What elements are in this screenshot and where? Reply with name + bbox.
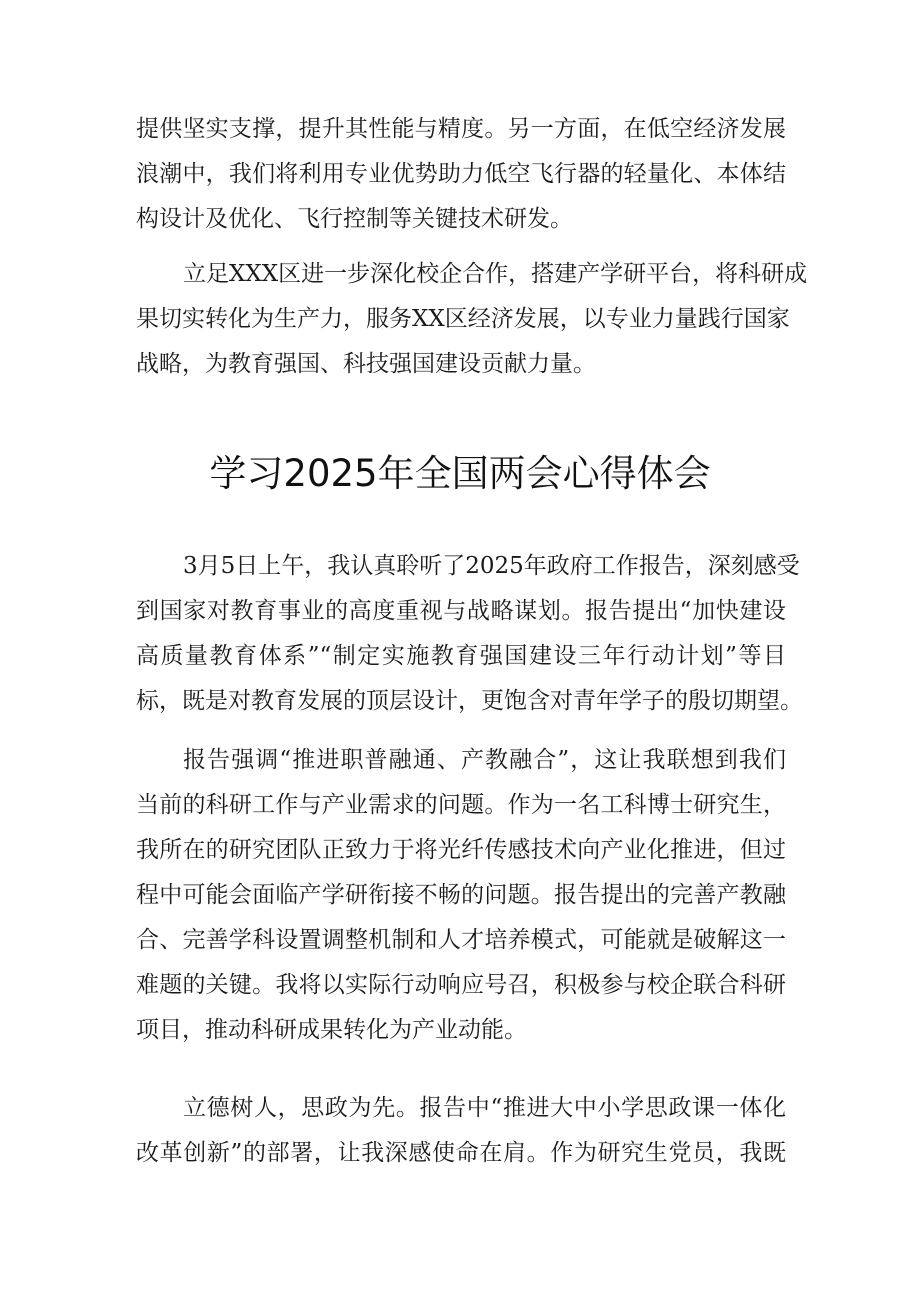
text-line: 构设计及优化、飞行控制等关键技术研发。 <box>136 206 573 232</box>
document-title: 学习2025年全国两会心得体会 <box>209 452 711 495</box>
text-line: 程中可能会面临产学研衔接不畅的问题。报告提出的完善产教融 <box>136 882 786 908</box>
text-line: 当前的科研工作与产业需求的问题。作为一名工科博士研究生， <box>136 792 786 818</box>
text-line: 立德树人，思政为先。报告中“推进大中小学思政课一体化 <box>183 1095 786 1121</box>
text-line: 报告强调“推进职普融通、产教融合”，这让我联想到我们 <box>183 747 786 773</box>
text-line: 标，既是对教育发展的顶层设计，更饱含对青年学子的殷切期望。 <box>136 688 803 714</box>
text-line: 项目，推动科研成果转化为产业动能。 <box>136 1017 527 1043</box>
text-line: 浪潮中，我们将利用专业优势助力低空飞行器的轻量化、本体结 <box>136 161 786 187</box>
text-line: 改革创新”的部署，让我深感使命在肩。作为研究生党员，我既 <box>136 1140 786 1166</box>
text-line: 到国家对教育事业的高度重视与战略谋划。报告提出“加快建设 <box>136 598 786 624</box>
text-line: 立足XXX区进一步深化校企合作，搭建产学研平台，将科研成 <box>183 261 808 287</box>
paragraph-3 <box>136 544 803 724</box>
text-line: 提供坚实支撑，提升其性能与精度。另一方面，在低空经济发展 <box>136 116 786 142</box>
text-line: 高质量教育体系”“制定实施教育强国建设三年行动计划”等目 <box>136 643 786 669</box>
text-line: 合、完善学科设置调整机制和人才培养模式，可能就是破解这一 <box>136 927 786 953</box>
text-line: 难题的关键。我将以实际行动响应号召，积极参与校企联合科研 <box>136 972 786 998</box>
text-line: 果切实转化为生产力，服务XX区经济发展，以专业力量践行国家 <box>136 306 790 332</box>
paragraph-2 <box>136 252 808 387</box>
paragraph-4 <box>136 738 786 1053</box>
paragraph-5 <box>136 1086 786 1176</box>
text-line: 战略，为教育强国、科技强国建设贡献力量。 <box>136 351 596 377</box>
text-line: 3月5日上午，我认真聆听了2025年政府工作报告，深刻感受 <box>183 553 800 579</box>
text-line: 我所在的研究团队正致力于将光纤传感技术向产业化推进，但过 <box>136 837 786 863</box>
paragraph-continuation <box>136 107 786 242</box>
